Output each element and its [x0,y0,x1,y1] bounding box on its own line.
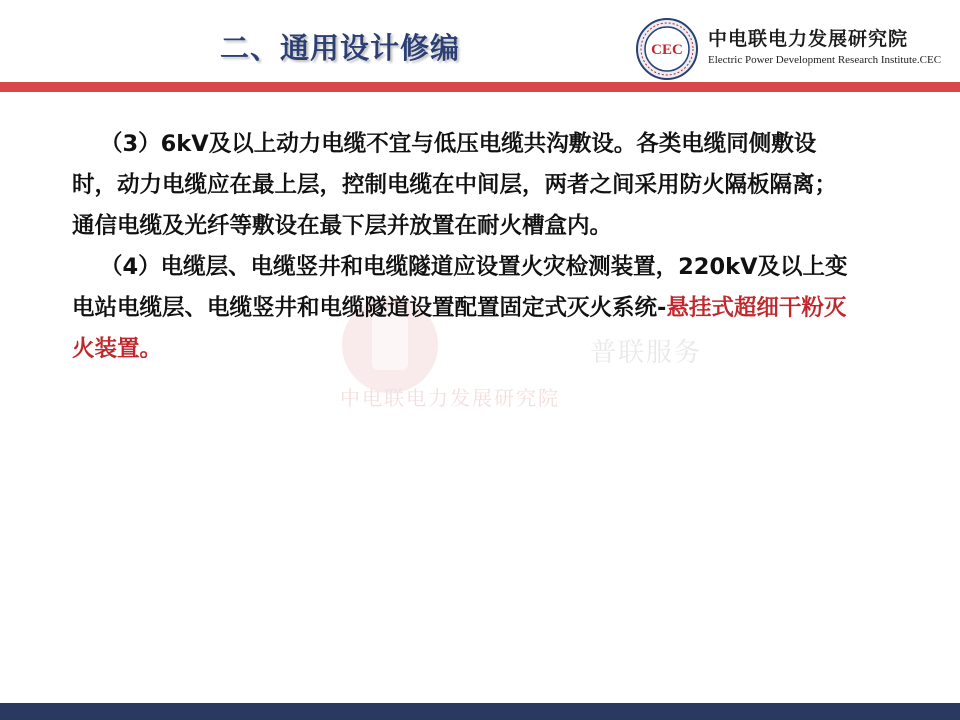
paragraph-3 [72,124,852,247]
paragraph-4-highlight: 悬挂式超细干粉灭火装置。 [72,295,847,362]
paragraph-4 [72,247,852,370]
org-name-cn: 中电联电力发展研究院 [708,28,909,50]
paragraph-3-text: （3）6kV及以上动力电缆不宜与低压电缆共沟敷设。各类电缆同侧敷设时，动力电缆应在最上层，控制电缆在中间层，两者之间采用防火隔板隔离；通信电缆及光纤等敷设在最下层并放置在耐火槽盒内。 [72,131,838,239]
body-content [72,124,852,370]
cec-logo-icon [636,18,698,80]
page-title: 二、通用设计修编 [220,31,461,65]
header-divider [0,82,960,92]
paragraph-4-text: （4）电缆层、电缆竖井和电缆隧道应设置火灾检测装置，220kV及以上变电站电缆层、电缆竖井和电缆隧道设置配置固定式灭火系统- [72,254,848,321]
watermark-subtext: 中电联电力发展研究院 [340,386,560,410]
org-name-en: Electric Power Development Research Institute.CEC [708,54,942,66]
seal-text: CEC [651,42,683,58]
footer-bar [0,703,960,720]
watermark-text: 普联服务 [590,338,703,368]
